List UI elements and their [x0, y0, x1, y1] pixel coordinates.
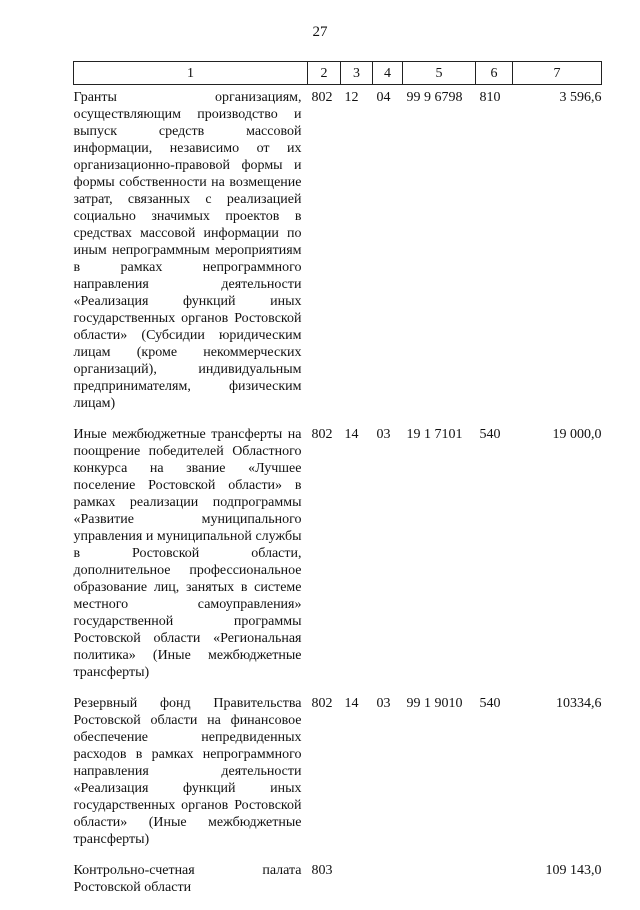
row-description: Контрольно-счетная палата Ростовской области [73, 863, 302, 895]
column-header: 3 [341, 62, 373, 85]
column-header: 6 [476, 62, 513, 85]
expense-type-code: 540 [479, 696, 501, 711]
column-header: 2 [308, 62, 341, 85]
row-amount: 109 143,0 [545, 863, 602, 878]
target-article-code: 99 1 9010 [406, 696, 463, 711]
ministry-code: 802 [311, 427, 333, 442]
row-description: Гранты организациям, осуществляющим производство и выпуск средств массовой информации, независимо от их организационно-правовой формы и формы собственности на возмещение затрат, связанных с реализацией социально значимых проектов в средствах массовой информации по иным непрограммным мероприятиям в рамках непрограммного направления деятельности «Реализация функций иных государственных органов Ростовской области» (Субсидии юридическим лицам (кроме некоммерческих организаций), индивидуальным предпринимателям, физическим лицам) [73, 90, 302, 411]
ministry-code: 802 [311, 696, 333, 711]
column-header: 5 [403, 62, 476, 85]
table-row [74, 862, 602, 910]
row-amount: 10334,6 [556, 696, 602, 711]
ministry-code: 802 [311, 90, 333, 105]
subsection-code: 03 [376, 696, 391, 711]
subsection-code: 03 [376, 427, 391, 442]
column-header: 1 [74, 62, 308, 85]
row-amount: 3 596,6 [559, 90, 602, 105]
row-amount: 19 000,0 [552, 427, 602, 442]
table-row [74, 695, 602, 862]
column-header: 7 [513, 62, 602, 85]
expense-type-code: 810 [479, 90, 501, 105]
column-header: 4 [373, 62, 403, 85]
target-article-code [403, 862, 476, 910]
table-row [74, 426, 602, 695]
ministry-code: 803 [311, 863, 333, 878]
subsection-code [373, 862, 403, 910]
table-header-row [74, 62, 602, 85]
section-code: 14 [344, 427, 359, 442]
section-code: 12 [344, 90, 359, 105]
section-code: 14 [344, 696, 359, 711]
section-code [341, 862, 373, 910]
page-number: 27 [312, 24, 328, 40]
expense-type-code [476, 862, 513, 910]
expense-type-code: 540 [479, 427, 501, 442]
subsection-code: 04 [376, 90, 391, 105]
target-article-code: 99 9 6798 [406, 90, 463, 105]
row-description: Иные межбюджетные трансферты на поощрение победителей Областного конкурса на звание «Лучшее поселение Ростовской области» в рамках реализации подпрограммы «Развитие муниципального управления и муниципальной службы в Ростовской области, дополнительное профессиональное образование лиц, занятых в системе местного самоуправления» государственной программы Ростовской области «Региональная политика» (Иные межбюджетные трансферты) [73, 427, 302, 680]
target-article-code: 19 1 7101 [406, 427, 463, 442]
table-row [74, 85, 602, 427]
row-description: Резервный фонд Правительства Ростовской области на финансовое обеспечение непредвиденных расходов в рамках непрограммного направления деятельности «Реализация функций иных государственных органов Ростовской области» (Иные межбюджетные трансферты) [73, 696, 302, 847]
budget-table [73, 61, 602, 910]
